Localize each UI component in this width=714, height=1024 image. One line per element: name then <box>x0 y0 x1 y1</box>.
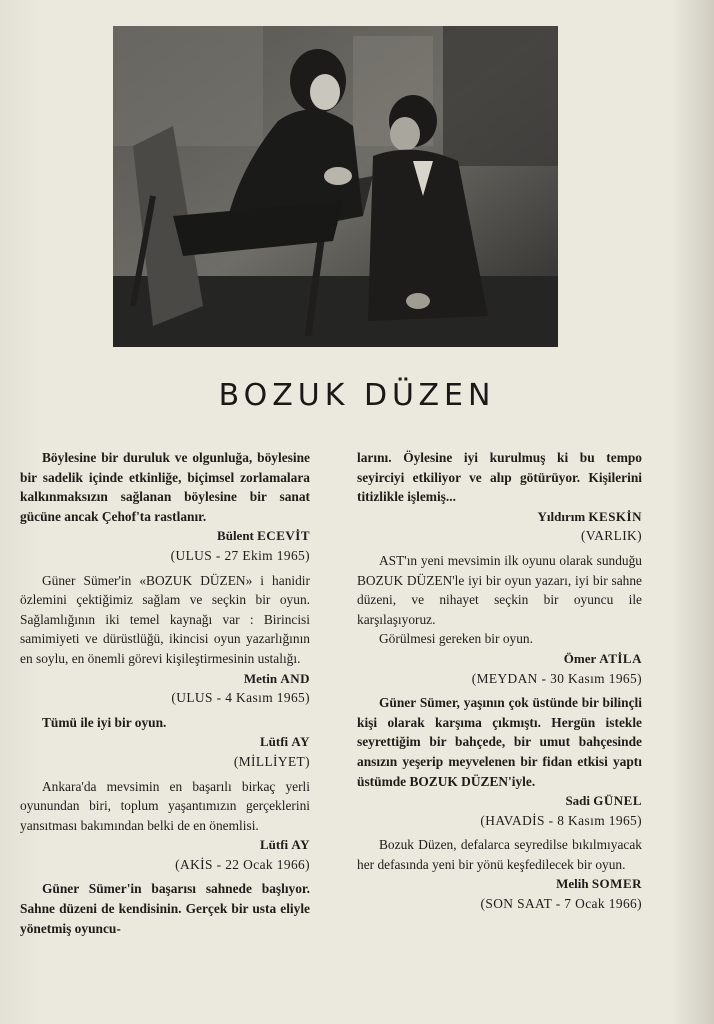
quote-author <box>357 874 642 894</box>
quote-source: (AKİS - 22 Ocak 1966) <box>175 856 310 872</box>
stage-photo <box>113 26 558 347</box>
author-surname: AY <box>291 734 310 750</box>
quote-author <box>20 526 310 546</box>
quote-source: (SON SAAT - 7 Ocak 1966) <box>480 896 642 912</box>
article-title: BOZUK DÜZEN <box>218 378 496 413</box>
author-surname: GÜNEL <box>593 793 642 809</box>
author-first-name: Melih <box>556 876 589 892</box>
quote-paragraph: Güner Sümer'in «BOZUK DÜZEN» i hanidir özlemini çektiğimiz sağlam ve seçkin bir oyun. Sağlamlığının iki temel kaynağı var : Birincisi samimiyeti ve dürüstlüğü, ikincisi oyun yazarlığının en soylu, en önemli görevi kişileştirmesinin ustalığı. <box>20 572 310 666</box>
quote-paragraph: Güner Sümer, yaşının çok üstünde bir bilinçli kişi olarak karşıma çıkmıştı. Hergün istekle seyrettiğim bir bahçede, bir umut bahçesinde ansızın yeşerip meyvelenen bir fidan etkisi yaptı üstümde BOZUK DÜZEN'iyle. <box>357 695 642 789</box>
quote-author <box>20 835 310 855</box>
author-surname: ATİLA <box>599 650 642 666</box>
quote-source: (MEYDAN - 30 Kasım 1965) <box>471 670 642 686</box>
author-first-name: Ömer <box>563 650 597 666</box>
quote-source: (MİLLİYET) <box>233 753 310 769</box>
quote-paragraph: Tümü ile iyi bir oyun. <box>42 714 167 730</box>
author-first-name: Bülent <box>217 528 254 544</box>
quote-author <box>357 649 642 669</box>
left-column <box>20 448 310 938</box>
quote-source: (ULUS - 4 Kasım 1965) <box>171 690 310 706</box>
quote-source: (VARLIK) <box>581 528 642 544</box>
author-surname: SOMER <box>591 876 642 892</box>
quote-paragraph: Görülmesi gereken bir oyun. <box>379 631 533 647</box>
quote-paragraph: larını. Öylesine iyi kurulmuş ki bu tempo seyirciyi etkiliyor ve alıp götürüyor. Kişilerini titizlikle işlemiş... <box>357 450 642 505</box>
author-first-name: Lütfi <box>259 734 289 750</box>
author-surname: AND <box>280 670 310 686</box>
quote-source: (ULUS - 27 Ekim 1965) <box>170 547 310 563</box>
stage-photo-image <box>113 26 558 347</box>
quote-paragraph: Böylesine bir duruluk ve olgunluğa, böylesine bir sadelik içinde etkinliğe, biçimsel zorlamalara kalkınmaksızın sağlanan böylesine bir sanat gücüne ancak Çehof'ta rastlanır. <box>20 450 310 524</box>
quote-author <box>357 791 642 811</box>
quote-paragraph: AST'ın yeni mevsimin ilk oyunu olarak sunduğu BOZUK DÜZEN'le iyi bir oyun yazarı, iyi bir sahne düzeni, ve nihayet seçkin bir oyuncu ile karşılaşıyoruz. <box>357 552 642 627</box>
quote-author <box>20 669 310 689</box>
section-gap <box>357 915 642 919</box>
author-first-name: Yıldırım <box>537 508 586 524</box>
quote-paragraph: Ankara'da mevsimin en başarılı birkaç yerli oyunundan biri, toplum yaşantımızın gerçeklerini yansıtması bakımından belki de en önemlisi. <box>20 778 310 833</box>
author-surname: ECEVİT <box>257 528 310 544</box>
quote-paragraph: Bozuk Düzen, defalarca seyredilse bıkılmıyacak her defasında yeni bir yönü keşfedilecek bir oyun. <box>357 837 642 872</box>
author-surname: AY <box>291 837 310 853</box>
author-surname: KESKİN <box>588 508 642 524</box>
quote-paragraph: Güner Sümer'in başarısı sahnede başlıyor. Sahne düzeni de kendisinin. Gerçek bir usta eliyle yönetmiş oyuncu- <box>20 881 310 936</box>
author-first-name: Sadi <box>565 793 591 809</box>
quote-source: (HAVADİS - 8 Kasım 1965) <box>480 812 642 828</box>
right-column <box>357 448 642 919</box>
quote-author <box>20 732 310 752</box>
author-first-name: Metin <box>243 670 278 686</box>
quote-author <box>357 507 642 527</box>
author-first-name: Lütfi <box>259 837 289 853</box>
